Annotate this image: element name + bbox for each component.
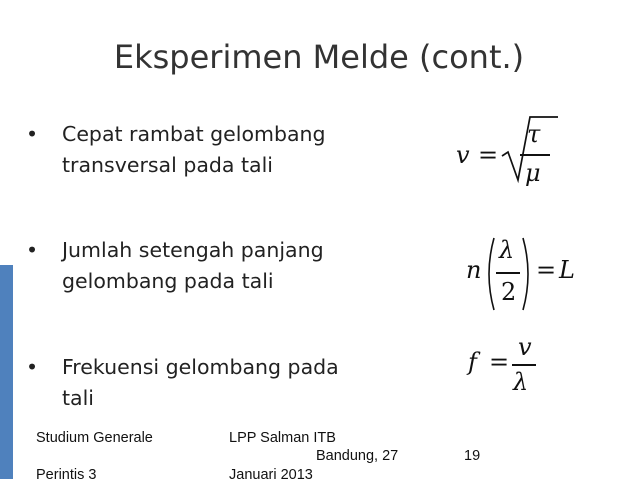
eq-den-mu: μ bbox=[525, 159, 541, 187]
bullet-text-line1: Cepat rambat gelombang bbox=[62, 122, 326, 146]
bullet-text-line1: Frekuensi gelombang pada bbox=[62, 355, 339, 379]
bullet-text-line1: Jumlah setengah panjang bbox=[62, 238, 324, 262]
eq-var-L: L bbox=[559, 256, 575, 284]
fraction-bar bbox=[496, 272, 520, 274]
footer-left-line1: Studium Generale bbox=[36, 430, 153, 446]
eq-num-lambda: λ bbox=[499, 236, 515, 264]
eq-var-n: n bbox=[466, 256, 482, 284]
bullet-marker: • bbox=[26, 238, 39, 262]
footer-center-line1: LPP Salman ITB bbox=[229, 430, 336, 446]
slide-title: Eksperimen Melde (cont.) bbox=[113, 38, 525, 76]
page-number: 19 bbox=[464, 448, 481, 464]
bullet-item-frequency bbox=[26, 352, 426, 414]
eq-den-lambda: λ bbox=[513, 368, 529, 396]
footer-left-line2: Perintis 3 bbox=[36, 467, 97, 483]
eq-var-v: v bbox=[456, 141, 470, 169]
eq-den-two: 2 bbox=[501, 278, 517, 306]
footer-center-line3: Januari 2013 bbox=[229, 467, 313, 483]
fraction-bar bbox=[512, 364, 536, 366]
eq-num-tau: τ bbox=[527, 120, 541, 148]
eq-equals: = bbox=[478, 141, 499, 169]
eq-equals: = bbox=[489, 348, 510, 376]
bullet-marker: • bbox=[26, 122, 39, 146]
bullet-item-half-wavelengths bbox=[26, 235, 426, 297]
bullet-marker: • bbox=[26, 355, 39, 379]
bullet-text-line2: gelombang pada tali bbox=[62, 269, 274, 293]
eq-var-f: f bbox=[468, 348, 477, 376]
eq-equals: = bbox=[536, 256, 557, 284]
left-paren-icon bbox=[482, 236, 496, 312]
bullet-text-line2: tali bbox=[62, 386, 94, 410]
bullet-text-line2: transversal pada tali bbox=[62, 153, 273, 177]
footer-center-line2: Bandung, 27 bbox=[316, 448, 399, 464]
fraction-bar bbox=[520, 154, 550, 156]
bullet-item-velocity bbox=[26, 119, 426, 181]
eq-num-v: v bbox=[518, 333, 532, 361]
accent-bar bbox=[0, 265, 13, 479]
right-paren-icon bbox=[521, 236, 535, 312]
